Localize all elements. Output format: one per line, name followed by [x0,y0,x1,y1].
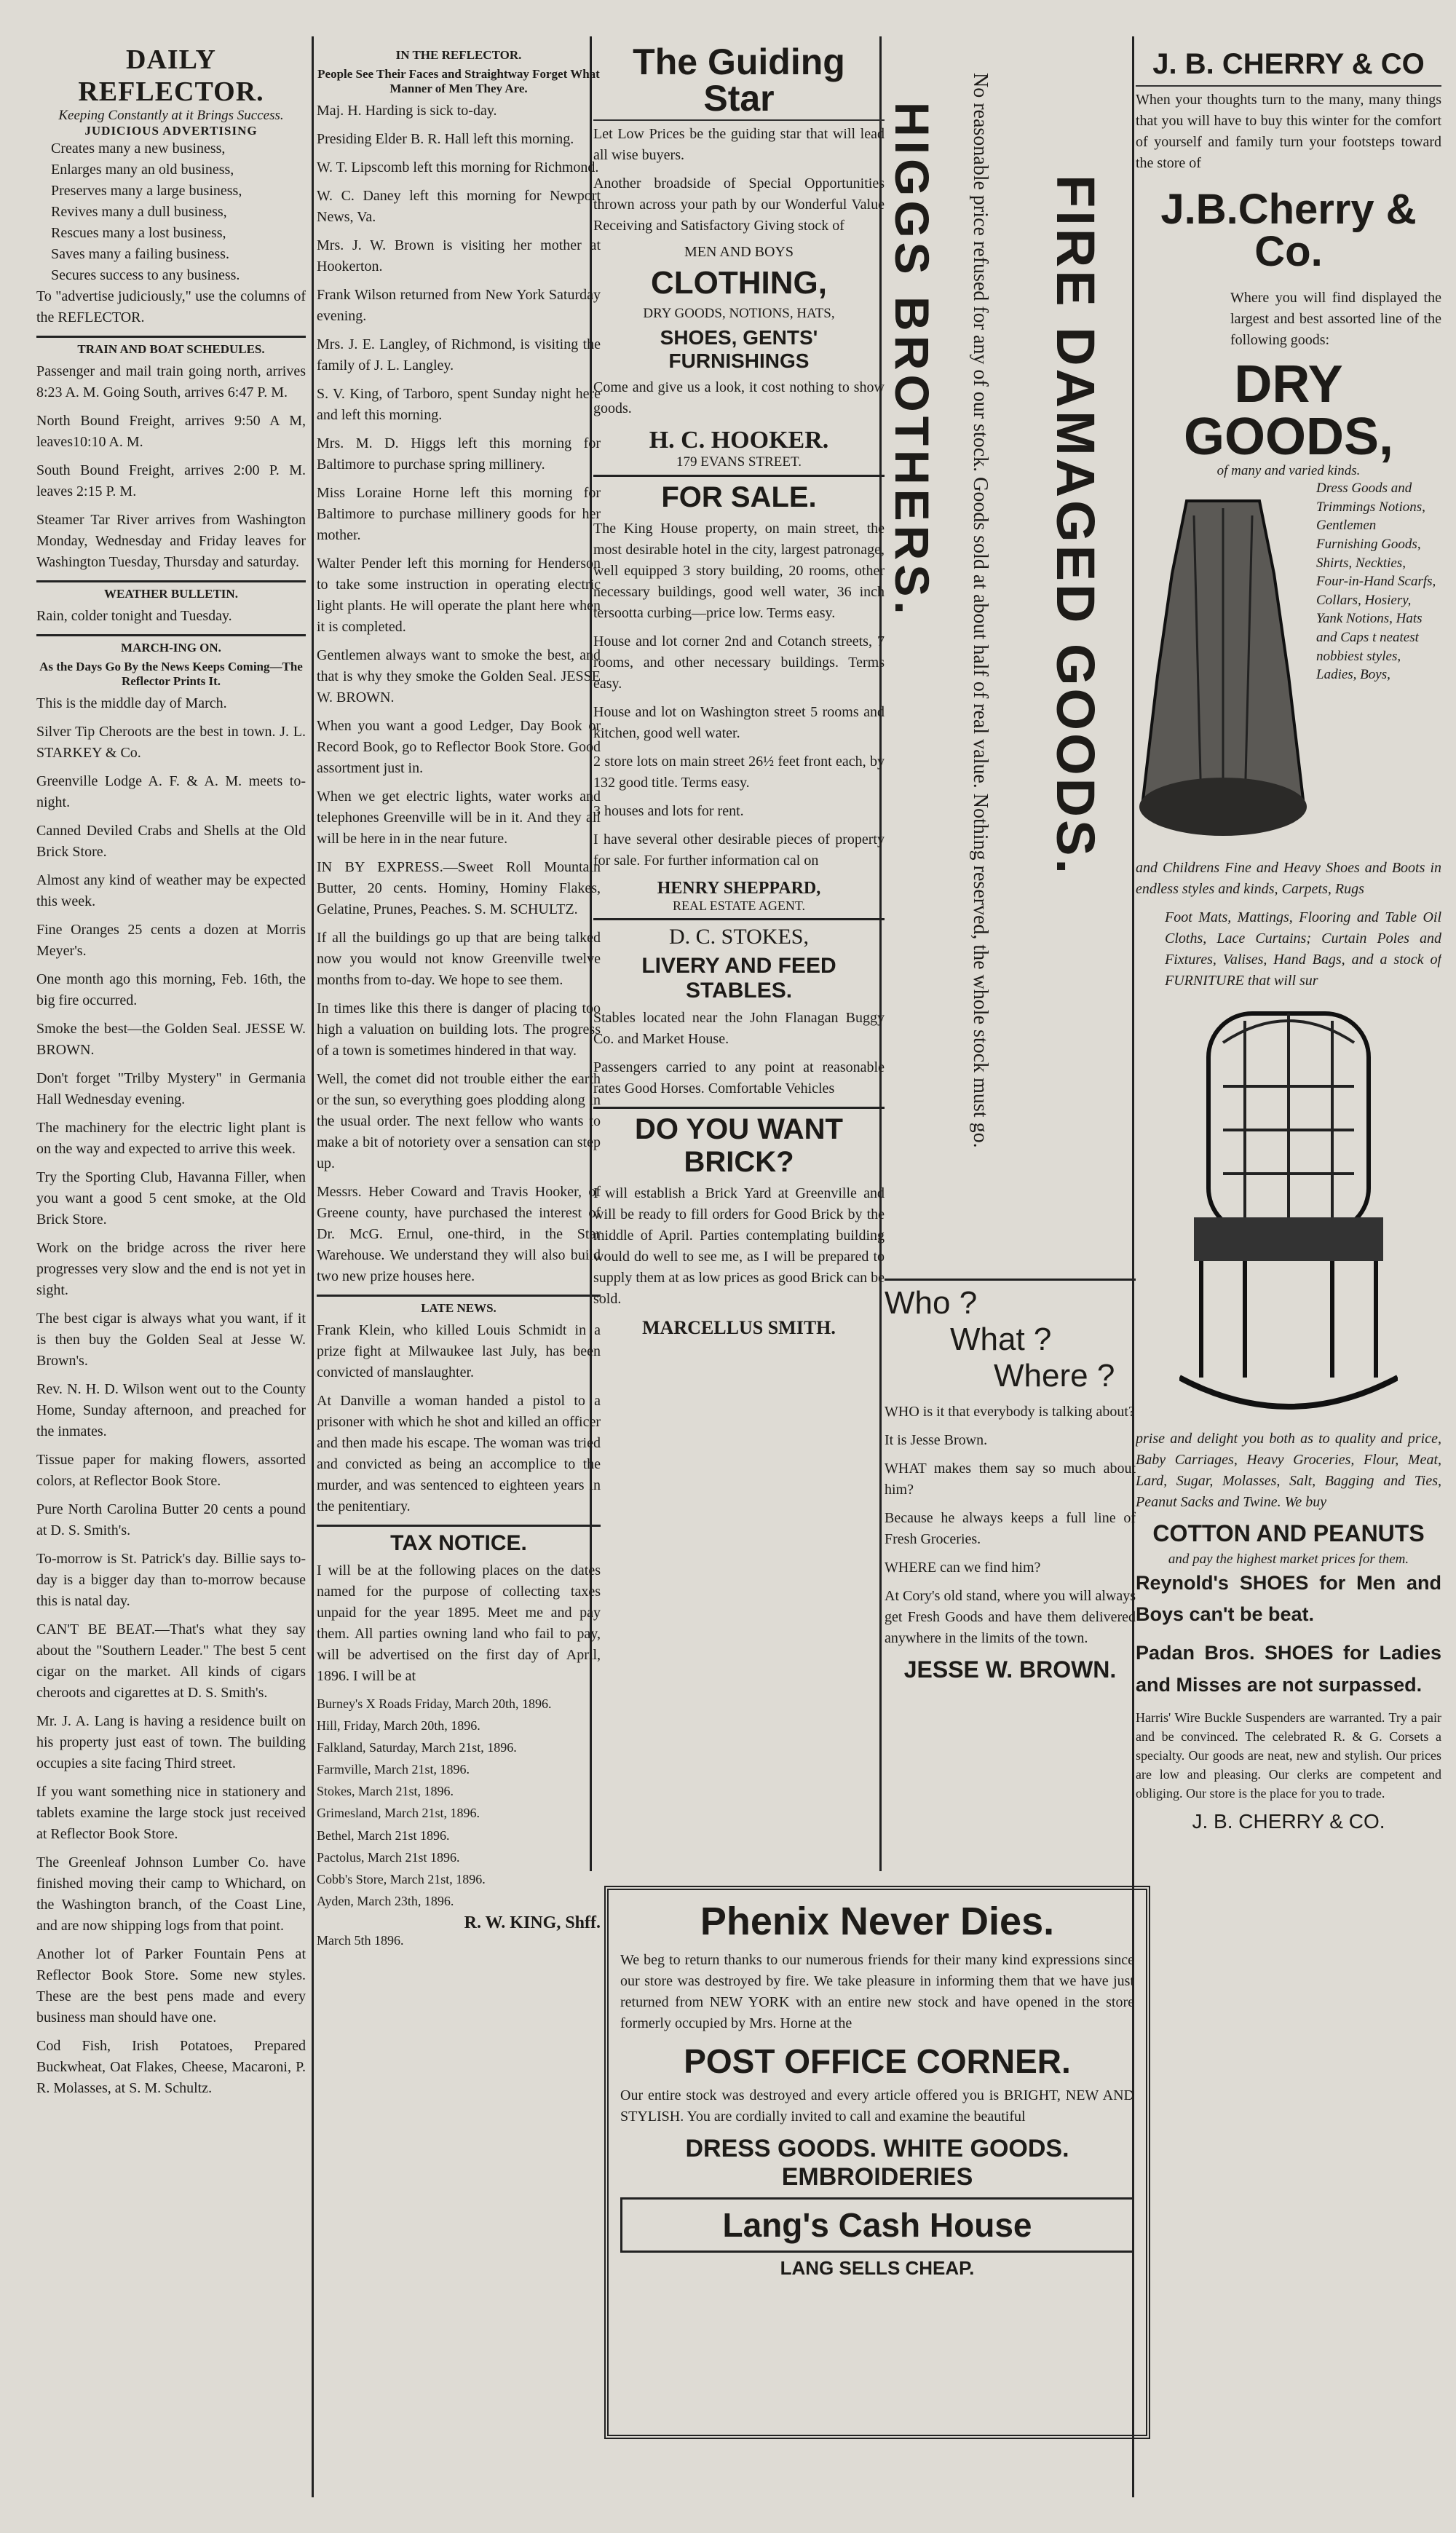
news-item: The Greenleaf Johnson Lumber Co. have finished moving their camp to Whichard, on the Washington branch, of the Coast Line, and are now shipping logs from that point. [36,1854,306,1934]
marching-heading: MARCH-ING ON. [121,641,221,655]
men-and-boys: MEN AND BOYS [684,244,794,260]
tax-places [317,1694,601,1910]
column-3 [593,44,885,1878]
tax-date: March 5th 1896. [317,1932,404,1948]
padan-text: Padan Bros. SHOES for Ladies and Misses are not surpassed. [1136,1642,1441,1696]
news-item: This is the middle day of March. [36,695,227,711]
column-rule [312,36,314,2497]
what-heading: What ? [950,1321,1052,1357]
train-heading: TRAIN AND BOAT SCHEDULES. [77,342,265,356]
judicious-line: Enlarges many an old business, [51,162,234,178]
mats-goods: Foot Mats, Mattings, Flooring and Table Oil Cloths, Lace Curtains; Curtain Poles and Fixtures, Valises, Hand Bags, and a stock of FURNITURE that will sur [1165,909,1441,989]
news-item: The best cigar is always what you want, if it is then buy the Golden Seal at Jesse W. Brown's. [36,1311,306,1369]
reflector-heading: IN THE REFLECTOR. [395,48,522,62]
judicious-line: Saves many a failing business. [51,246,229,262]
tax-place: Stokes, March 21st, 1896. [317,1784,454,1799]
news-item: Gentlemen always want to smoke the best, and that is why they smoke the Golden Seal. JESSE W. BROWN. [317,647,601,706]
local-items [36,693,306,2099]
tax-place: Pactolus, March 21st 1896. [317,1849,460,1865]
news-item: To-morrow is St. Patrick's day. Billie says to-day is a bigger day than to-morrow because this is natal day. [36,1551,306,1609]
news-item: Another lot of Parker Fountain Pens at Reflector Book Store. Some new styles. These are the best pens made and every business man should have one. [36,1946,306,2026]
news-item: Pure North Carolina Butter 20 cents a pound at D. S. Smith's. [36,1501,306,1538]
phenix-text-1: We beg to return thanks to our numerous friends for their many kind expressions since our store was destroyed by fire. We take pleasure in informing them that we have just returned from NEW YORK with an entire new stock and have opened in the store formerly occupied by Mrs. Horne at the [620,1952,1134,2031]
tax-place: Burney's X Roads Friday, March 20th, 1896. [317,1696,552,1711]
for-sale-item: House and lot corner 2nd and Cotanch streets, 7 rooms, and other necessary buildings. Terms easy. [593,633,885,692]
motto: Keeping Constantly at it Brings Success. [58,108,284,123]
who-heading: Who ? [885,1285,978,1321]
news-item: Try the Sporting Club, Havanna Filler, when you want a good 5 cent smoke, at the Old Brick Store. [36,1169,306,1228]
dry-goods-heading: DRY GOODS, [1183,355,1394,466]
news-item: W. C. Daney left this morning for Newport News, Va. [317,188,601,225]
masthead: DAILY REFLECTOR. [78,44,264,107]
news-item: Messrs. Heber Coward and Travis Hooker, of Greene county, have purchased the interest of Dr. McG. Ernul, one-third, in the Star Warehouse. We understand they will also build two new prize houses here. [317,1184,601,1284]
weather-text: Rain, colder tonight and Tuesday. [36,608,232,624]
higgs-heading: HIGGS BROTHERS. [885,102,939,619]
for-sale-list [593,518,885,872]
tax-place: Bethel, March 21st 1896. [317,1827,450,1843]
hooker-name: H. C. HOOKER. [649,427,829,454]
tax-intro: I will be at the following places on the dates named for the purpose of collecting taxes unpaid for the year 1895. Meet me and pay them. All parties owning land who fail to pay, will be advertised on the first day of April, 1896. I will be at [317,1562,601,1684]
tax-place: Hill, Friday, March 20th, 1896. [317,1718,480,1734]
brown-line: WHAT makes them say so much about him? [885,1461,1136,1498]
for-sale-item: House and lot on Washington street 5 rooms and kitchen, good well water. [593,704,885,741]
phenix-heading: Phenix Never Dies. [700,1900,1055,1943]
column-5 [1136,44,1441,2519]
cherry-big-heading: J.B.Cherry & Co. [1160,186,1417,275]
news-item: Miss Loraine Horne left this morning for Baltimore to purchase millinery goods for her mother. [317,485,601,543]
news-item: The machinery for the electric light plant is on the way and expected to arrive this week. [36,1120,306,1157]
stokes-name: D. C. STOKES, [669,925,809,949]
langs-cash-house: Lang's Cash House [620,2197,1134,2253]
sheppard-name: HENRY SHEPPARD, [657,879,821,898]
news-item: Well, the comet did not trouble either the earth or the sun, so everything goes plodding along in the usual order. The next fellow who wants to make a bit of notoriety over a sensation can step up. [317,1071,601,1171]
train-line: North Bound Freight, arrives 9:50 A M, leaves10:10 A. M. [36,413,306,450]
late-news [317,1320,601,1517]
for-sale-heading: FOR SALE. [661,481,817,513]
for-sale-item: I have several other desirable pieces of property for sale. For further information cal on [593,831,885,869]
tax-place: Falkland, Saturday, March 21st, 1896. [317,1740,517,1755]
news-item: Don't forget "Trilby Mystery" in Germania Hall Wednesday evening. [36,1070,306,1107]
come-text: Come and give us a look, it cost nothing to show goods. [593,379,885,416]
news-item: Frank Wilson returned from New York Saturday evening. [317,287,601,324]
guiding-star-text-1: Let Low Prices be the guiding star that will lead all wise buyers. [593,126,885,163]
news-item: One month ago this morning, Feb. 16th, the big fire occurred. [36,971,306,1008]
judicious-tail: To "advertise judiciously," use the columns of the REFLECTOR. [36,288,306,325]
phenix-text-2: Our entire stock was destroyed and every article offered you is BRIGHT, NEW AND STYLISH. You are cordially invited to call and examine the beautiful [620,2087,1134,2125]
brick-text: I will establish a Brick Yard at Greenville and will be ready to fill orders for Good Brick by the middle of April. Parties contemplating building would do well to see me, as I will be prepared to supply them at as low prices as good Brick can be sold. [593,1185,885,1307]
tax-place: Grimesland, March 21st, 1896. [317,1806,480,1821]
guiding-star-text-2: Another broadside of Special Opportunities thrown across your path by our Wonderful Value Receiving and Satisfactory Giving stock of [593,175,885,234]
judicious-line: Preserves many a large business, [51,183,242,199]
brown-line: It is Jesse Brown. [885,1432,988,1448]
personal-items [317,100,601,1287]
pay-text: and pay the highest market prices for them. [1168,1552,1409,1567]
train-schedule [36,361,306,573]
column-1 [36,44,306,2519]
news-item: Presiding Elder B. R. Hall left this morning. [317,131,574,147]
brown-line: At Cory's old stand, where you will always get Fresh Goods and have them delivered anywhere in the limits of the town. [885,1588,1136,1646]
news-item: If you want something nice in stationery and tablets examine the large stock just received at Reflector Book Store. [36,1784,306,1842]
news-item: Rev. N. H. D. Wilson went out to the County Home, Sunday afternoon, and preached for the inmates. [36,1381,306,1439]
news-item: Mrs. J. E. Langley, of Richmond, is visiting the family of J. L. Langley. [317,336,601,374]
late-news-item: Frank Klein, who killed Louis Schmidt in a prize fight at Milwaukee last July, has been convicted of manslaughter. [317,1322,601,1380]
where-heading: Where ? [994,1358,1115,1394]
news-item: Silver Tip Cheroots are the best in town. J. L. STARKEY & Co. [36,724,306,761]
late-news-item: At Danville a woman handed a pistol to a prisoner with which he shot and killed an officer and then made his escape. The woman was tried and convicted as being an accomplice to the murder, and was sentenced to eighteen years in the penitentiary. [317,1393,601,1514]
brown-line: Because he always keeps a full line of Fresh Groceries. [885,1510,1136,1547]
cherry-find: Where you will find displayed the largest and best assorted line of the following goods: [1230,290,1441,348]
weather-heading: WEATHER BULLETIN. [104,587,238,601]
phenix-ad [604,1886,1150,2439]
cherry-top-heading: J. B. CHERRY & CO [1152,48,1425,80]
late-news-heading: LATE NEWS. [421,1301,496,1315]
news-item: Fine Oranges 25 cents a dozen at Morris Meyer's. [36,922,306,959]
clothing-heading: CLOTHING, [651,265,827,301]
judicious-line: Creates many a new business, [51,141,226,157]
dress-goods-line: DRESS GOODS. WHITE GOODS. EMBROIDERIES [685,2135,1069,2191]
news-item: Work on the bridge across the river here progresses very slow and the end is not yet in sight. [36,1240,306,1298]
brick-heading: DO YOU WANT BRICK? [635,1113,843,1178]
tax-notice-heading: TAX NOTICE. [390,1531,527,1555]
prise-goods: prise and delight you both as to quality and price, Baby Carriages, Heavy Groceries, Flour, Meat, Lard, Sugar, Molasses, Salt, Bagging and Ties, Peanut Sacks and Twine. We buy [1136,1431,1441,1510]
brown-text [885,1402,1136,1649]
marching-subheading: As the Days Go By the News Keeps Coming—The Reflector Prints It. [39,660,303,688]
news-item: In times like this there is danger of placing too high a valuation on building lots. The progress of a town is sometimes hindered in that way. [317,1000,601,1059]
reynold-text: Reynold's SHOES for Men and Boys can't be beat. [1136,1572,1441,1626]
news-item: Smoke the best—the Golden Seal. JESSE W. BROWN. [36,1021,306,1058]
stokes-text-1: Stables located near the John Flanagan Buggy Co. and Market House. [593,1010,885,1047]
stokes-text-2: Passengers carried to any point at reasonable rates Good Horses. Comfortable Vehicles [593,1059,885,1096]
sheppard-title: REAL ESTATE AGENT. [672,898,806,913]
for-sale-item: 3 houses and lots for rent. [593,803,744,819]
brown-line: WHO is it that everybody is talking about? [885,1404,1135,1420]
higgs-text: No reasonable price refused for any of our stock. Goods sold at about half of real value. Nothing reserved, the whole stock must go. [969,73,992,1148]
cherry-bottom: J. B. CHERRY & CO. [1192,1810,1385,1833]
fire-damaged-heading: FIRE DAMAGED GOODS. [1045,175,1106,877]
news-item: Mrs. J. W. Brown is visiting her mother at Hookerton. [317,237,601,274]
judicious-line: Revives many a dull business, [51,204,227,220]
column-2 [317,44,601,2519]
train-line: Steamer Tar River arrives from Washington Monday, Wednesday and Friday leaves for Washington Tuesday, Thursday and saturday. [36,512,306,570]
news-item: S. V. King, of Tarboro, spent Sunday night here and left this morning. [317,386,601,423]
news-item: Mr. J. A. Lang is having a residence built on his property just east of town. The building occupies a site facing Third street. [36,1713,306,1771]
cherry-intro: When your thoughts turn to the many, many things that you will have to buy this winter for the comfort of yourself and family turn your footsteps toward the store of [1136,92,1441,171]
goods-list: Dress Goods and Trimmings Notions, Gentlemen Furnishing Goods, Shirts, Neckties, Four-in-Hand Scarfs, Collars, Hosiery, Yank Notions, Hats and Caps t neatest nobbiest styles, Ladies, Boys, [1316,481,1436,683]
chair-illustration [1179,999,1398,1421]
for-sale-item: 2 store lots on main street 26½ feet front each, by 132 good title. Terms easy. [593,754,885,791]
news-item: Almost any kind of weather may be expected this week. [36,872,306,909]
shoes-line: SHOES, GENTS' FURNISHINGS [660,326,818,372]
news-item: IN BY EXPRESS.—Sweet Roll Mountain Butter, 20 cents. Hominy, Hominy Flakes, Gelatine, Prunes, Peaches. S. M. SCHULTZ. [317,859,601,917]
news-item: Tissue paper for making flowers, assorted colors, at Reflector Book Store. [36,1452,306,1489]
train-line: South Bound Freight, arrives 2:00 P. M. leaves 2:15 P. M. [36,462,306,499]
for-sale-item: The King House property, on main street, the most desirable hotel in the city, largest patronage, well equipped 3 story building, 20 rooms, other necessary buildings, good well water, 36 inch tersootta curbing—price low. Terms easy. [593,521,885,621]
news-item: W. T. Lipscomb left this morning for Richmond. [317,159,599,175]
higgs-ad [885,44,1136,1274]
news-item: Mrs. M. D. Higgs left this morning for Baltimore to purchase spring millinery. [317,435,601,473]
news-item: When we get electric lights, water works and telephones Greenville will be in it. And they all will be here in in the near future. [317,789,601,847]
hooker-address: 179 EVANS STREET. [676,454,802,470]
stokes-heading: LIVERY AND FEED STABLES. [641,954,836,1003]
corset-block [1136,479,1441,858]
brown-name: JESSE W. BROWN. [903,1656,1117,1683]
post-office-corner: POST OFFICE CORNER. [684,2042,1071,2080]
news-item: Cod Fish, Irish Potatoes, Prepared Buckwheat, Oat Flakes, Cheese, Macaroni, P. R. Molasses, at S. M. Schultz. [36,2038,306,2096]
news-item: If all the buildings go up that are being talked now you would not know Greenville twelve months from to-day. We hope to see them. [317,930,601,988]
tax-signature: R. W. KING, Shff. [464,1913,601,1932]
judicious-heading: JUDICIOUS ADVERTISING [84,124,258,138]
cotton-peanuts: COTTON AND PEANUTS [1152,1520,1425,1546]
tax-place: Farmville, March 21st, 1896. [317,1762,470,1777]
news-item: Maj. H. Harding is sick to-day. [317,103,497,119]
corset-illustration [1136,486,1310,850]
guiding-star-heading: The Guiding Star [633,44,845,119]
news-item: Walter Pender left this morning for Henderson to take some instruction in operating electric light plants. He will operate the plant here when it is completed. [317,556,601,635]
brown-line: WHERE can we find him? [885,1560,1041,1576]
news-item: When you want a good Ledger, Day Book or Record Book, go to Reflector Book Store. Good assortment just in. [317,718,601,776]
train-line: Passenger and mail train going north, arrives 8:23 A. M. Going South, arrives 6:47 P. M. [36,363,306,400]
lang-sells-cheap: LANG SELLS CHEAP. [780,2257,975,2279]
news-item: Canned Deviled Crabs and Shells at the Old Brick Store. [36,823,306,860]
brick-name: MARCELLUS SMITH. [642,1317,836,1338]
judicious-line: Secures success to any business. [51,267,240,283]
news-item: CAN'T BE BEAT.—That's what they say about the "Southern Leader." The best 5 cent cigar on the market. All kinds of cigars cheroots and cigarettes at D. S. Smith's. [36,1621,306,1701]
news-item: Greenville Lodge A. F. & A. M. meets to-night. [36,773,306,810]
judicious-list [36,138,306,286]
harris-text: Harris' Wire Buckle Suspenders are warranted. Try a pair and be convinced. The celebrated R. & G. Corsets a specialty. Our goods are neat, new and stylish. Our prices are low and pleasing. Our clerks are competent and obliging. Our store is the place for you to trade. [1136,1710,1441,1801]
dry-goods-line: DRY GOODS, NOTIONS, HATS, [643,306,835,321]
tax-place: Ayden, March 23th, 1896. [317,1893,454,1908]
many-kinds: of many and varied kinds. [1216,463,1361,478]
reflector-subheading: People See Their Faces and Straightway Forget What Manner of Men They Are. [317,67,600,95]
tax-place: Cobb's Store, March 21st, 1896. [317,1871,486,1886]
column-4 [885,44,1136,1878]
judicious-line: Rescues many a lost business, [51,225,226,241]
children-goods: and Childrens Fine and Heavy Shoes and Boots in endless styles and kinds, Carpets, Rugs [1136,860,1441,897]
